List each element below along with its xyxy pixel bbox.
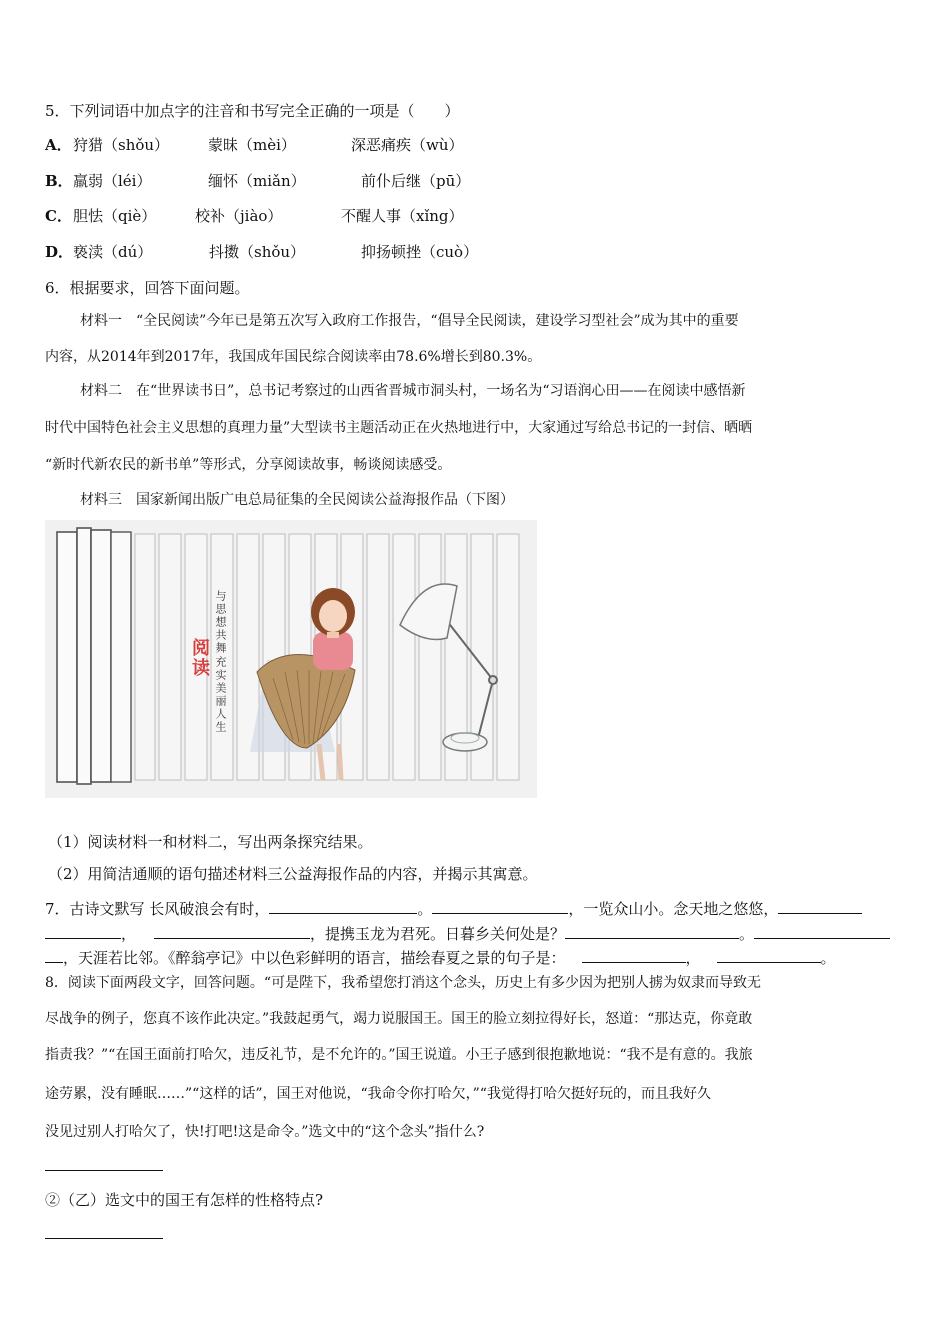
poster-title: 阅读 bbox=[189, 638, 210, 678]
material-1-line-1: 材料一 “全民阅读”今年已是第五次写入政府工作报告，“倡导全民阅读，建设学习型社会”成为其中的重要 bbox=[80, 313, 739, 329]
option-letter: C． bbox=[45, 207, 72, 225]
answer-line[interactable] bbox=[45, 1238, 163, 1239]
option-letter: D． bbox=[45, 243, 74, 261]
material-3: 材料三 国家新闻出版广电总局征集的全民阅读公益海报作品（下图） bbox=[80, 492, 514, 508]
poster-slogan-2: 充实美丽人生 bbox=[214, 656, 227, 734]
q6-stem: 6．根据要求，回答下面问题。 bbox=[45, 279, 250, 297]
answer-blank[interactable] bbox=[154, 924, 310, 939]
material-2-line-1: 材料二 在“世界读书日”，总书记考察过的山西省晋城市洞头村，一场名为“习语润心田——在阅读中感悟新 bbox=[80, 383, 746, 399]
answer-blank[interactable] bbox=[45, 924, 121, 939]
material-1-line-2: 内容，从2014年到2017年，我国成年国民综合阅读率由78.6%增长到80.3%。 bbox=[45, 349, 542, 365]
answer-blank[interactable] bbox=[565, 924, 739, 939]
q7-line-3: ，天涯若比邻。《醉翁亭记》中以色彩鲜明的语言，描绘春夏之景的句子是： ， 。 bbox=[45, 948, 836, 968]
answer-blank[interactable] bbox=[778, 899, 862, 914]
option-item: 蒙昧（mèi） bbox=[208, 136, 296, 154]
q7-line-2: ， ，提携玉龙为君死。日暮乡关何处是？ 。 bbox=[45, 924, 890, 944]
answer-blank[interactable] bbox=[45, 948, 63, 963]
option-item: 校补（jiào） bbox=[195, 207, 283, 225]
q6-sub-1: （1）阅读材料一和材料二，写出两条探究结果。 bbox=[48, 833, 373, 851]
q5-stem: 5．下列词语中加点字的注音和书写完全正确的一项是（ ） bbox=[45, 102, 460, 120]
option-item: 前仆后继（pū） bbox=[361, 172, 471, 190]
material-2-line-2: 时代中国特色社会主义思想的真理力量”大型读书主题活动正在火热地进行中，大家通过写给总书记的一封信、晒晒 bbox=[45, 420, 753, 436]
option-item: 抑扬顿挫（cuò） bbox=[361, 243, 479, 261]
answer-line[interactable] bbox=[45, 1170, 163, 1171]
q8-sub-2: ②（乙）选文中的国王有怎样的性格特点? bbox=[45, 1191, 324, 1209]
reading-poster-image bbox=[45, 520, 537, 798]
q8-line-1: 8．阅读下面两段文字，回答问题。“可是陛下，我希望您打消这个念头，历史上有多少因为把别人掳为奴隶而导致无 bbox=[45, 975, 762, 991]
answer-blank[interactable] bbox=[432, 899, 568, 914]
q5-option-a bbox=[45, 135, 645, 155]
q8-line-4: 途劳累，没有睡眠……”“这样的话”，国王对他说，“我命令你打哈欠，”“我觉得打哈欠挺好玩的，而且我好久 bbox=[45, 1086, 711, 1102]
q8-line-2: 尽战争的例子，您真不该作此决定。”我鼓起勇气，竭力说服国王。国王的脸立刻拉得好长，怒道：“那达克，你竟敢 bbox=[45, 1011, 753, 1027]
option-letter: A． bbox=[45, 136, 72, 154]
poster-slogan-1: 与思想共舞 bbox=[214, 590, 227, 655]
option-item: 狩猎（shǒu） bbox=[73, 136, 170, 154]
answer-blank[interactable] bbox=[754, 924, 890, 939]
option-item: 不醒人事（xǐng） bbox=[341, 207, 464, 225]
answer-blank[interactable] bbox=[269, 899, 417, 914]
answer-blank[interactable] bbox=[582, 948, 686, 963]
q6-sub-2: （2）用简洁通顺的语句描述材料三公益海报作品的内容，并揭示其寓意。 bbox=[48, 865, 538, 883]
material-2-line-3: “新时代新农民的新书单”等形式，分享阅读故事，畅谈阅读感受。 bbox=[45, 457, 452, 473]
q7-line-1: 7．古诗文默写 长风破浪会有时， 。 ，一览众山小。念天地之悠悠， bbox=[45, 899, 862, 919]
answer-blank[interactable] bbox=[717, 948, 821, 963]
q5-option-c bbox=[45, 206, 645, 226]
q8-line-3: 指责我？”“在国王面前打哈欠，违反礼节，是不允许的。”国王说道。小王子感到很抱歉地说：“我不是有意的。我旅 bbox=[45, 1047, 753, 1063]
q5-option-b bbox=[45, 171, 645, 191]
option-item: 亵渎（dú） bbox=[73, 243, 153, 261]
option-item: 羸弱（léi） bbox=[73, 172, 152, 190]
option-item: 深恶痛疾（wù） bbox=[351, 136, 464, 154]
q8-line-5: 没见过别人打哈欠了，快!打吧!这是命令。”选文中的“这个念头”指什么? bbox=[45, 1124, 485, 1140]
option-item: 胆怯（qiè） bbox=[73, 207, 157, 225]
option-letter: B． bbox=[45, 172, 73, 190]
q5-option-d bbox=[45, 242, 645, 262]
option-item: 抖擞（shǒu） bbox=[209, 243, 306, 261]
option-item: 缅怀（miǎn） bbox=[208, 172, 306, 190]
